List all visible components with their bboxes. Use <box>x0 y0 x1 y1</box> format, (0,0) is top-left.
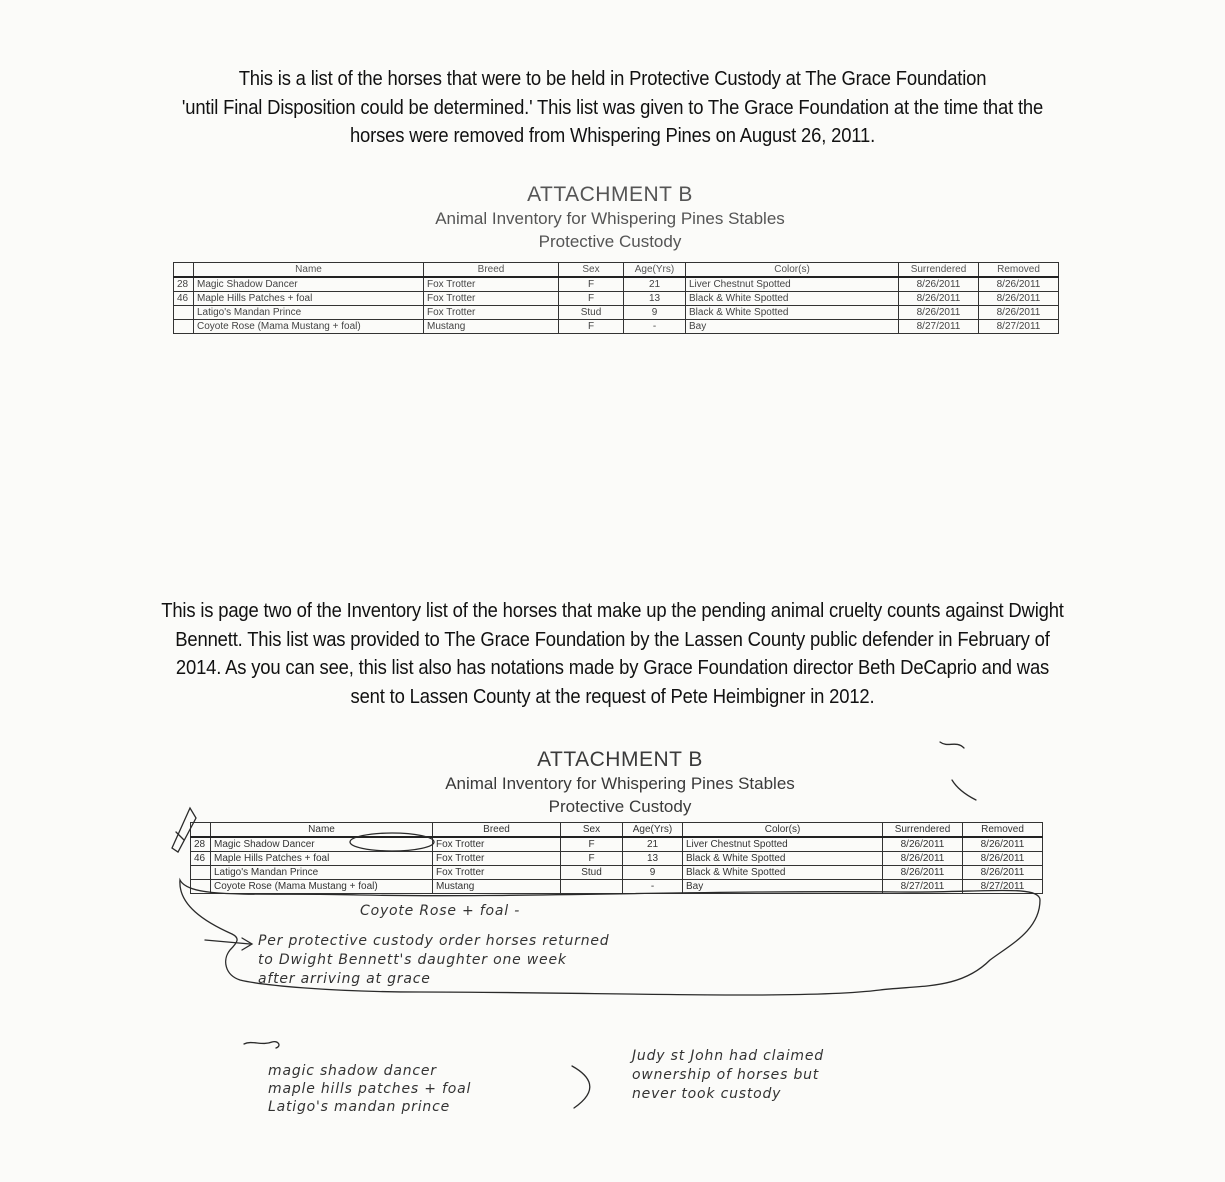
table-header-cell: Surrendered <box>899 263 979 278</box>
table-row <box>174 292 1059 306</box>
handwritten-ownership-note <box>632 1047 824 1104</box>
table-cell: 8/26/2011 <box>883 852 963 866</box>
table-cell: Black & White Spotted <box>686 306 899 320</box>
table-row <box>191 852 1043 866</box>
intro1-line3: horses were removed from Whispering Pines on August 26, 2011. <box>349 124 876 147</box>
table-cell: 8/27/2011 <box>899 320 979 334</box>
table-cell: Fox Trotter <box>433 837 561 852</box>
table-cell: Magic Shadow Dancer <box>211 837 433 852</box>
table-cell: 8/27/2011 <box>963 880 1043 894</box>
table-row <box>191 880 1043 894</box>
table-cell: Fox Trotter <box>433 866 561 880</box>
table-cell: Fox Trotter <box>433 852 561 866</box>
table-header-cell: Surrendered <box>883 823 963 838</box>
table-cell: - <box>623 880 683 894</box>
handwritten-claim-line3: never took custody <box>632 1086 782 1102</box>
table-header-cell: Breed <box>433 823 561 838</box>
table-cell: 9 <box>623 866 683 880</box>
intro2-line4: sent to Lassen County at the request of Pete Heimbigner in 2012. <box>350 684 875 708</box>
table-cell: 8/26/2011 <box>979 277 1059 292</box>
table-cell: Bay <box>686 320 899 334</box>
table-cell: Mustang <box>424 320 559 334</box>
table-cell: 8/26/2011 <box>979 306 1059 320</box>
table-cell: 46 <box>174 292 194 306</box>
table-row <box>191 837 1043 852</box>
table-cell: Fox Trotter <box>424 277 559 292</box>
table-cell: Black & White Spotted <box>683 852 883 866</box>
handwritten-list-line2: maple hills patches + foal <box>268 1081 472 1097</box>
table-cell: Stud <box>559 306 624 320</box>
table-row <box>191 866 1043 880</box>
table-cell: 8/26/2011 <box>963 837 1043 852</box>
attachment-2-subtitle2: Protective Custody <box>548 797 692 816</box>
table-cell: 46 <box>191 852 211 866</box>
table-cell: Stud <box>561 866 623 880</box>
table-cell <box>191 880 211 894</box>
inventory-table-2 <box>190 822 1043 894</box>
table-cell: 21 <box>623 837 683 852</box>
table-1-header-row <box>174 263 1059 278</box>
table-cell: F <box>559 320 624 334</box>
table-cell: 28 <box>174 277 194 292</box>
table-cell: 8/26/2011 <box>979 292 1059 306</box>
table-cell: 8/26/2011 <box>899 306 979 320</box>
table-cell: 13 <box>624 292 686 306</box>
table-cell: Coyote Rose (Mama Mustang + foal) <box>194 320 424 334</box>
table-header-cell <box>191 823 211 838</box>
table-cell <box>174 306 194 320</box>
table-cell: 21 <box>624 277 686 292</box>
table-cell: 8/26/2011 <box>883 866 963 880</box>
table-cell: Latigo's Mandan Prince <box>194 306 424 320</box>
table-cell: Liver Chestnut Spotted <box>686 277 899 292</box>
table-cell: Coyote Rose (Mama Mustang + foal) <box>211 880 433 894</box>
intro-paragraph-1 <box>142 65 1083 151</box>
table-cell: Mustang <box>433 880 561 894</box>
table-header-cell: Sex <box>561 823 623 838</box>
attachment-2-heading: ATTACHMENT B <box>537 748 703 771</box>
table-cell: Latigo's Mandan Prince <box>211 866 433 880</box>
table-cell: Fox Trotter <box>424 306 559 320</box>
table-cell: Fox Trotter <box>424 292 559 306</box>
attachment-1-heading: ATTACHMENT B <box>527 183 693 206</box>
intro2-line1: This is page two of the Inventory list of the horses that make up the pending animal cruelty counts against Dwight <box>161 599 1064 622</box>
table-cell: 8/26/2011 <box>883 837 963 852</box>
table-cell: Maple Hills Patches + foal <box>211 852 433 866</box>
handwritten-horse-list <box>268 1062 471 1116</box>
table-cell: 8/26/2011 <box>963 866 1043 880</box>
table-cell: 8/26/2011 <box>899 277 979 292</box>
intro2-line2: Bennett. This list was provided to The Grace Foundation by the Lassen County public defender in February of <box>175 627 1050 651</box>
attachment-2-title <box>370 748 870 818</box>
table-cell <box>561 880 623 894</box>
attachment-1-title <box>360 183 860 253</box>
table-cell: Bay <box>683 880 883 894</box>
table-cell: F <box>559 292 624 306</box>
handwritten-coyote-note: Coyote Rose + foal - <box>360 903 521 919</box>
table-cell: 9 <box>624 306 686 320</box>
table-row <box>174 320 1059 334</box>
table-cell: F <box>561 837 623 852</box>
table-header-cell: Name <box>194 263 424 278</box>
handwritten-custody-note <box>258 932 818 989</box>
table-cell: F <box>561 852 623 866</box>
table-header-cell: Age(Yrs) <box>624 263 686 278</box>
handwritten-note-line1: Per protective custody order horses returned <box>258 933 610 949</box>
table-header-cell: Name <box>211 823 433 838</box>
table-header-cell: Color(s) <box>686 263 899 278</box>
table-cell <box>174 320 194 334</box>
table-header-cell: Removed <box>979 263 1059 278</box>
table-cell: 8/26/2011 <box>899 292 979 306</box>
table-cell: - <box>624 320 686 334</box>
attachment-2-subtitle1: Animal Inventory for Whispering Pines Stables <box>445 774 795 793</box>
table-header-cell <box>174 263 194 278</box>
table-cell: Liver Chestnut Spotted <box>683 837 883 852</box>
table-cell: 8/26/2011 <box>963 852 1043 866</box>
table-header-cell: Removed <box>963 823 1043 838</box>
table-header-cell: Age(Yrs) <box>623 823 683 838</box>
table-cell: F <box>559 277 624 292</box>
intro1-line2: 'until Final Disposition could be determined.' This list was given to The Grace Foundation at the time that the <box>181 95 1044 119</box>
handwritten-claim-line2: ownership of horses but <box>632 1067 820 1083</box>
intro-paragraph-2 <box>142 597 1083 711</box>
table-header-cell: Sex <box>559 263 624 278</box>
table-header-cell: Color(s) <box>683 823 883 838</box>
handwritten-note-line2: to Dwight Bennett's daughter one week <box>258 952 567 968</box>
table-cell: 28 <box>191 837 211 852</box>
intro1-line1: This is a list of the horses that were to be held in Protective Custody at The Grace Foundation <box>238 67 987 90</box>
table-cell: 13 <box>623 852 683 866</box>
table-2-header-row <box>191 823 1043 838</box>
inventory-table-1 <box>173 262 1059 334</box>
table-cell: Magic Shadow Dancer <box>194 277 424 292</box>
table-cell: 8/27/2011 <box>979 320 1059 334</box>
handwritten-claim-line1: Judy st John had claimed <box>632 1048 824 1064</box>
table-header-cell: Breed <box>424 263 559 278</box>
table-cell: Black & White Spotted <box>683 866 883 880</box>
table-row <box>174 306 1059 320</box>
table-cell: 8/27/2011 <box>883 880 963 894</box>
table-cell: Maple Hills Patches + foal <box>194 292 424 306</box>
handwritten-note-line3: after arriving at grace <box>258 971 431 987</box>
table-cell <box>191 866 211 880</box>
table-row <box>174 277 1059 292</box>
attachment-1-subtitle2: Protective Custody <box>538 232 682 251</box>
table-cell: Black & White Spotted <box>686 292 899 306</box>
intro2-line3: 2014. As you can see, this list also has notations made by Grace Foundation director Beth DeCaprio and was <box>175 656 1050 679</box>
handwritten-list-line3: Latigo's mandan prince <box>268 1099 450 1115</box>
attachment-1-subtitle1: Animal Inventory for Whispering Pines Stables <box>435 209 785 228</box>
handwritten-list-line1: magic shadow dancer <box>268 1063 437 1079</box>
